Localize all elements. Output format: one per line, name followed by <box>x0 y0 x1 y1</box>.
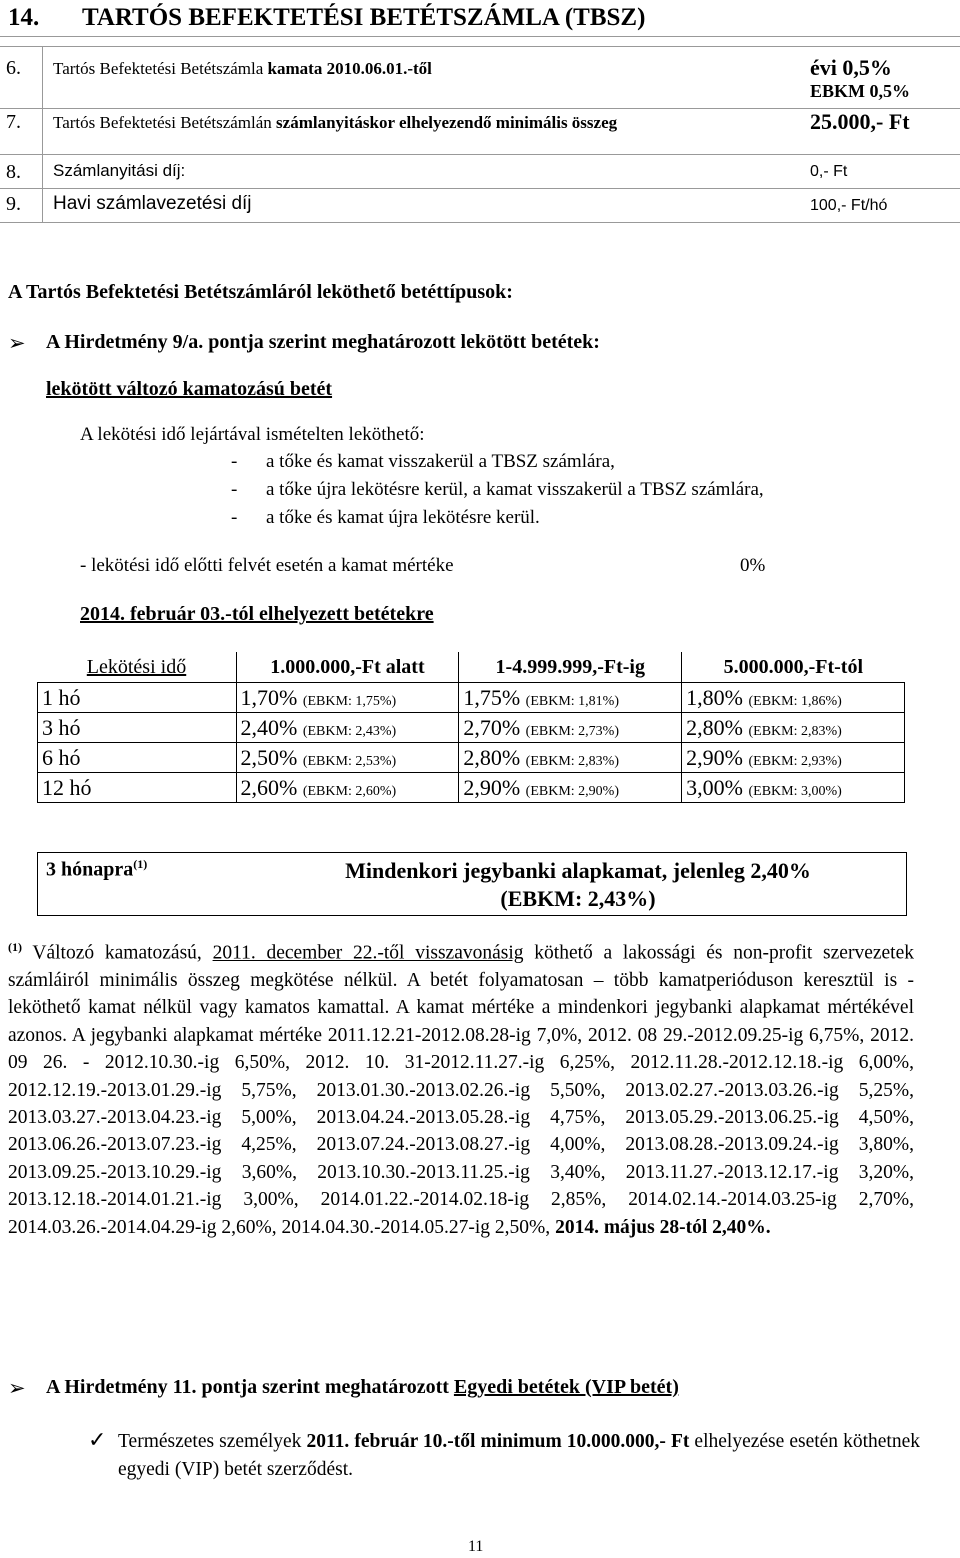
row-label: Tartós Befektetési Betétszámla kamata 2010.06.01.-től <box>43 47 811 109</box>
page-number: 11 <box>468 1538 484 1555</box>
bullet-title: A Hirdetmény 11. pontja szerint meghatározott Egyedi betétek (VIP betét) <box>46 1376 679 1398</box>
table-header-row: Lekötési idő 1.000.000,-Ft alatt 1-4.999.999,-Ft-ig 5.000.000,-Ft-tól <box>38 652 905 683</box>
page-heading <box>0 0 960 37</box>
dash-mark: - <box>231 479 238 500</box>
early-withdrawal-text: - lekötési idő előtti felvét esetén a kamat mértéke <box>80 555 454 576</box>
heading-number: 14. <box>8 4 40 31</box>
monthly-rate-text: Mindenkori jegybanki alapkamat, jelenleg 2,40% (EBKM: 2,43%) <box>345 858 811 911</box>
bullet-title: A Hirdetmény 9/a. pontja szerint meghatározott lekötött betétek: <box>46 331 600 353</box>
monthly-label: 3 hónapra$^{(1)}$ <box>46 857 148 881</box>
vip-text: Természetes személyek 2011. február 10.-től minimum 10.000.000,- Ft elhelyezése esetén köthetnek egyedi (VIP) betét szerződést. <box>118 1431 920 1480</box>
row-number: 6. <box>0 47 43 109</box>
dash-mark: - <box>231 507 238 528</box>
table-row: 12 hó 2,60% (EBKM: 2,60%) 2,90% (EBKM: 2,90%) 3,00% (EBKM: 3,00%) <box>38 773 905 803</box>
footnote-paragraph: $^{(1)}$ Változó kamatozású, 2011. december 22.-től visszavonásig köthető a lakossági és non-profit szervezetek számláiról minimális összeg megkötése nélkül. A betét folyamatosan – több kamatperióduson keresztül is - leköthető kamat nélkül vagy kamatos kamattal. A kamat mértéke a mindenkori jegybanki alapkamat mértékével azonos. A jegybanki alapkamat mértéke 2011.12.21-2012.08.28-ig 7,0%, 2012. 08 29.-2012.09.25-ig 6,75%, 2012. 09 26. - 2012.10.30.-ig 6,50%, 2012. 10. 31-2012.11.27.-ig 6,25%, 2012.11.28.-2012.12.18.-ig 6,00%, 2012.12.19.-2013.01.29.-ig 5,75%, 2013.01.30.-2013.02.26.-ig 5,50%, 2013.02.27.-2013.03.26.-ig 5,25%, 2013.03.27.-2013.04.23.-ig 5,00%, 2013.04.24.-2013.05.28.-ig 4,75%, 2013.05.29.-2013.06.25.-ig 4,50%, 2013.06.26.-2013.07.23.-ig 4,25%, 2013.07.24.-2013.08.27.-ig 4,00%, 2013.08.28.-2013.09.24.-ig 3,80%, 2013.09.25.-2013.10.29.-ig 3,60%, 2013.10.30.-2013.11.25.-ig 3,40%, 2013.11.27.-2013.12.17.-ig 3,20%, 2013.12.18.-2014.01.21.-ig 3,00%, 2014.01.22.-2014.02.18-ig 2,85%, 2014.02.14.-2014.03.25-ig 2,70%, 2014.03.26.-2014.04.29-ig 2,60%, 2014.04.30.-2014.05.27-ig 2,50%, 2014. május 28-tól 2,40%. <box>8 940 914 1238</box>
bullet-subtitle: lekötött változó kamatozású betét <box>46 378 333 400</box>
table-row: 1 hó 1,70% (EBKM: 1,75%) 1,75% (EBKM: 1,81%) 1,80% (EBKM: 1,86%) <box>38 683 905 713</box>
row-value: évi 0,5% EBKM 0,5% <box>810 47 960 109</box>
check-icon: ✓ <box>88 1427 107 1452</box>
table-row: 8. Számlanyitási díj: 0,- Ft <box>0 155 960 189</box>
early-withdrawal-value: 0% <box>740 555 766 576</box>
monthly-rate-box <box>37 852 907 916</box>
table-row: 9. Havi számlavezetési díj 100,- Ft/hó <box>0 189 960 223</box>
table-row: 7. Tartós Befektetési Betétszámlán számlanyitáskor elhelyezendő minimális összeg 25.000,- Ft <box>0 109 960 155</box>
dash-mark: - <box>231 451 238 472</box>
intro-text: A lekötési idő lejártával ismételten leköthető: <box>80 424 425 445</box>
table-row: 6 hó 2,50% (EBKM: 2,53%) 2,80% (EBKM: 2,83%) 2,90% (EBKM: 2,93%) <box>38 743 905 773</box>
option-item: a tőke és kamat visszakerül a TBSZ számlára, <box>266 451 615 472</box>
heading-title: TARTÓS BEFEKTETÉSI BETÉTSZÁMLA (TBSZ) <box>82 4 646 31</box>
option-item: a tőke újra lekötésre kerül, a kamat visszakerül a TBSZ számlára, <box>266 479 764 500</box>
fee-table <box>0 46 960 223</box>
table-row: 3 hó 2,40% (EBKM: 2,43%) 2,70% (EBKM: 2,73%) 2,80% (EBKM: 2,83%) <box>38 713 905 743</box>
table-row <box>0 47 960 109</box>
section-title: A Tartós Befektetési Betétszámláról leköthető betéttípusok: <box>8 281 513 303</box>
arrow-bullet-icon: ➢ <box>8 1376 26 1400</box>
option-item: a tőke és kamat újra lekötésre kerül. <box>266 507 540 528</box>
arrow-bullet-icon: ➢ <box>8 331 26 355</box>
date-heading: 2014. február 03.-tól elhelyezett betétekre <box>80 603 434 625</box>
rate-table <box>37 652 905 803</box>
